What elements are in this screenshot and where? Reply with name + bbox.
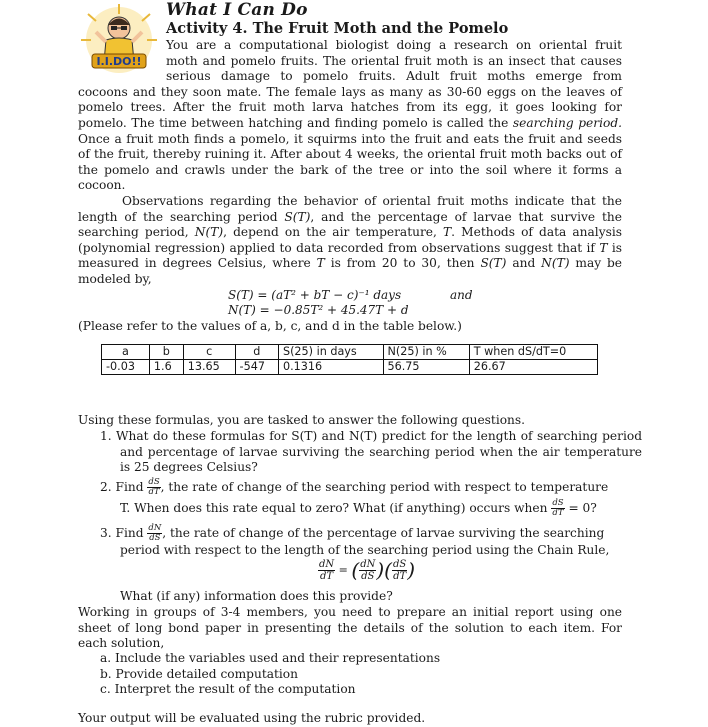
ds-dt-fraction: $\frac{dS}{dT}$ [148,477,160,497]
ds-dt-fraction: $\frac{dS}{dT}$ [552,498,564,518]
table-header: T when dS/dT=0 [469,345,597,360]
and-label: and [450,288,473,302]
question-2: 2. Find $\frac{dS}{dT}$ , the rate of change of the searching period with respect to temperature [100,477,609,497]
table-note: (Please refer to the values of a, b, c, and d in the table below.) [78,319,462,333]
instruction-item-a: a. Include the variables used and their representations [100,651,441,665]
section-title: What I Can Do [166,0,308,20]
logo-text: I.I.DO!! [96,55,142,68]
observations-paragraph: Observations regarding the behavior of oriental fruit moths indicate that the length of the searching period S(T), and the percentage of larvae that survive the searching period, N(T), depend on the air temperature, T. Methods of data analysis (polynomial regression) applied to data recorded from observations suggest that if T is measured in degrees Celsius, where T is from 20 to 30, then S(T) and N(T) may be modeled by, [78,194,623,286]
table-header: a [102,345,150,360]
table-header: c [183,345,235,360]
chain-rule-formula: $\frac{dN}{dT}$ = ( $\frac{dN}{dS}$ )( $\frac{dS}{dT}$ ) [319,558,416,582]
cartoon-logo [78,4,160,82]
intro-line-2: moth and pomelo fruits. The oriental fruit moth is an insect that causes [166,53,622,68]
activity-title: Activity 4. The Fruit Moth and the Pomelo [166,20,509,37]
n-formula: N(T) = −0.85T² + 45.47T + d [228,303,409,317]
table-cell: 26.67 [469,360,597,375]
instruction-item-c: c. Interpret the result of the computation [100,682,356,696]
question-3-line-3: What (if any) information does this provide? [120,589,393,603]
question-3-line-2: period with respect to the length of the searching period using the Chain Rule, [120,543,610,557]
instructions-paragraph: Working in groups of 3-4 members, you need to prepare an initial report using one sheet of long bond paper in presenting the details of the solution to each item. For each solution, [78,605,622,651]
table-header: N(25) in % [383,345,469,360]
table-cell: 13.65 [183,360,235,375]
instruction-item-b: b. Provide detailed computation [100,667,298,681]
questions-intro: Using these formulas, you are tasked to answer the following questions. [78,413,526,427]
table-header-row [102,345,598,360]
table-cell: 0.1316 [278,360,383,375]
intro-line-3: serious damage to pomelo fruits. Adult fruit moths emerge from [166,69,622,84]
footer-note: Your output will be evaluated using the rubric provided. [78,711,426,725]
intro-line-1: You are a computational biologist doing a research on oriental fruit [166,38,622,52]
question-2-line-2: T. When does this rate equal to zero? What (if anything) occurs when $\frac{dS}{dT}$ = 0? [120,498,597,518]
searching-period-term: searching period. [512,115,622,130]
table-header: b [149,345,183,360]
question-3: 3. Find $\frac{dN}{dS}$ , the rate of change of the percentage of larvae surviving the searching [100,523,605,543]
table-cell: 1.6 [149,360,183,375]
s-formula: S(T) = (aT² + bT − c)⁻¹ days [228,288,402,302]
table-cell: -547 [235,360,278,375]
question-1: 1. What do these formulas for S(T) and N(T) predict for the length of searching period and percentage of larvae surviving the searching period when the air temperature is 25 degrees Celsius? [100,429,642,475]
table-cell: 56.75 [383,360,469,375]
table-header: S(25) in days [278,345,383,360]
table-cell: -0.03 [102,360,150,375]
table-header: d [235,345,278,360]
table-row [102,360,598,375]
dn-ds-fraction: $\frac{dN}{dS}$ [148,523,162,543]
intro-paragraph: cocoons and they soon mate. The female lays as many as 30-60 eggs on the leaves of pomelo trees. After the fruit moth larva hatches from its egg, it goes looking for pomelo. The time between hatching and finding pomelo is called the searching period. Once a fruit moth finds a pomelo, it squirms into the fruit and eats the fruit and seeds of the fruit, thereby ruining it. After about 4 weeks, the oriental fruit moth backs out of the pomelo and crawls under the bark of the tree or into the soil where it forms a cocoon. [78,84,622,193]
parameter-table [101,344,598,375]
